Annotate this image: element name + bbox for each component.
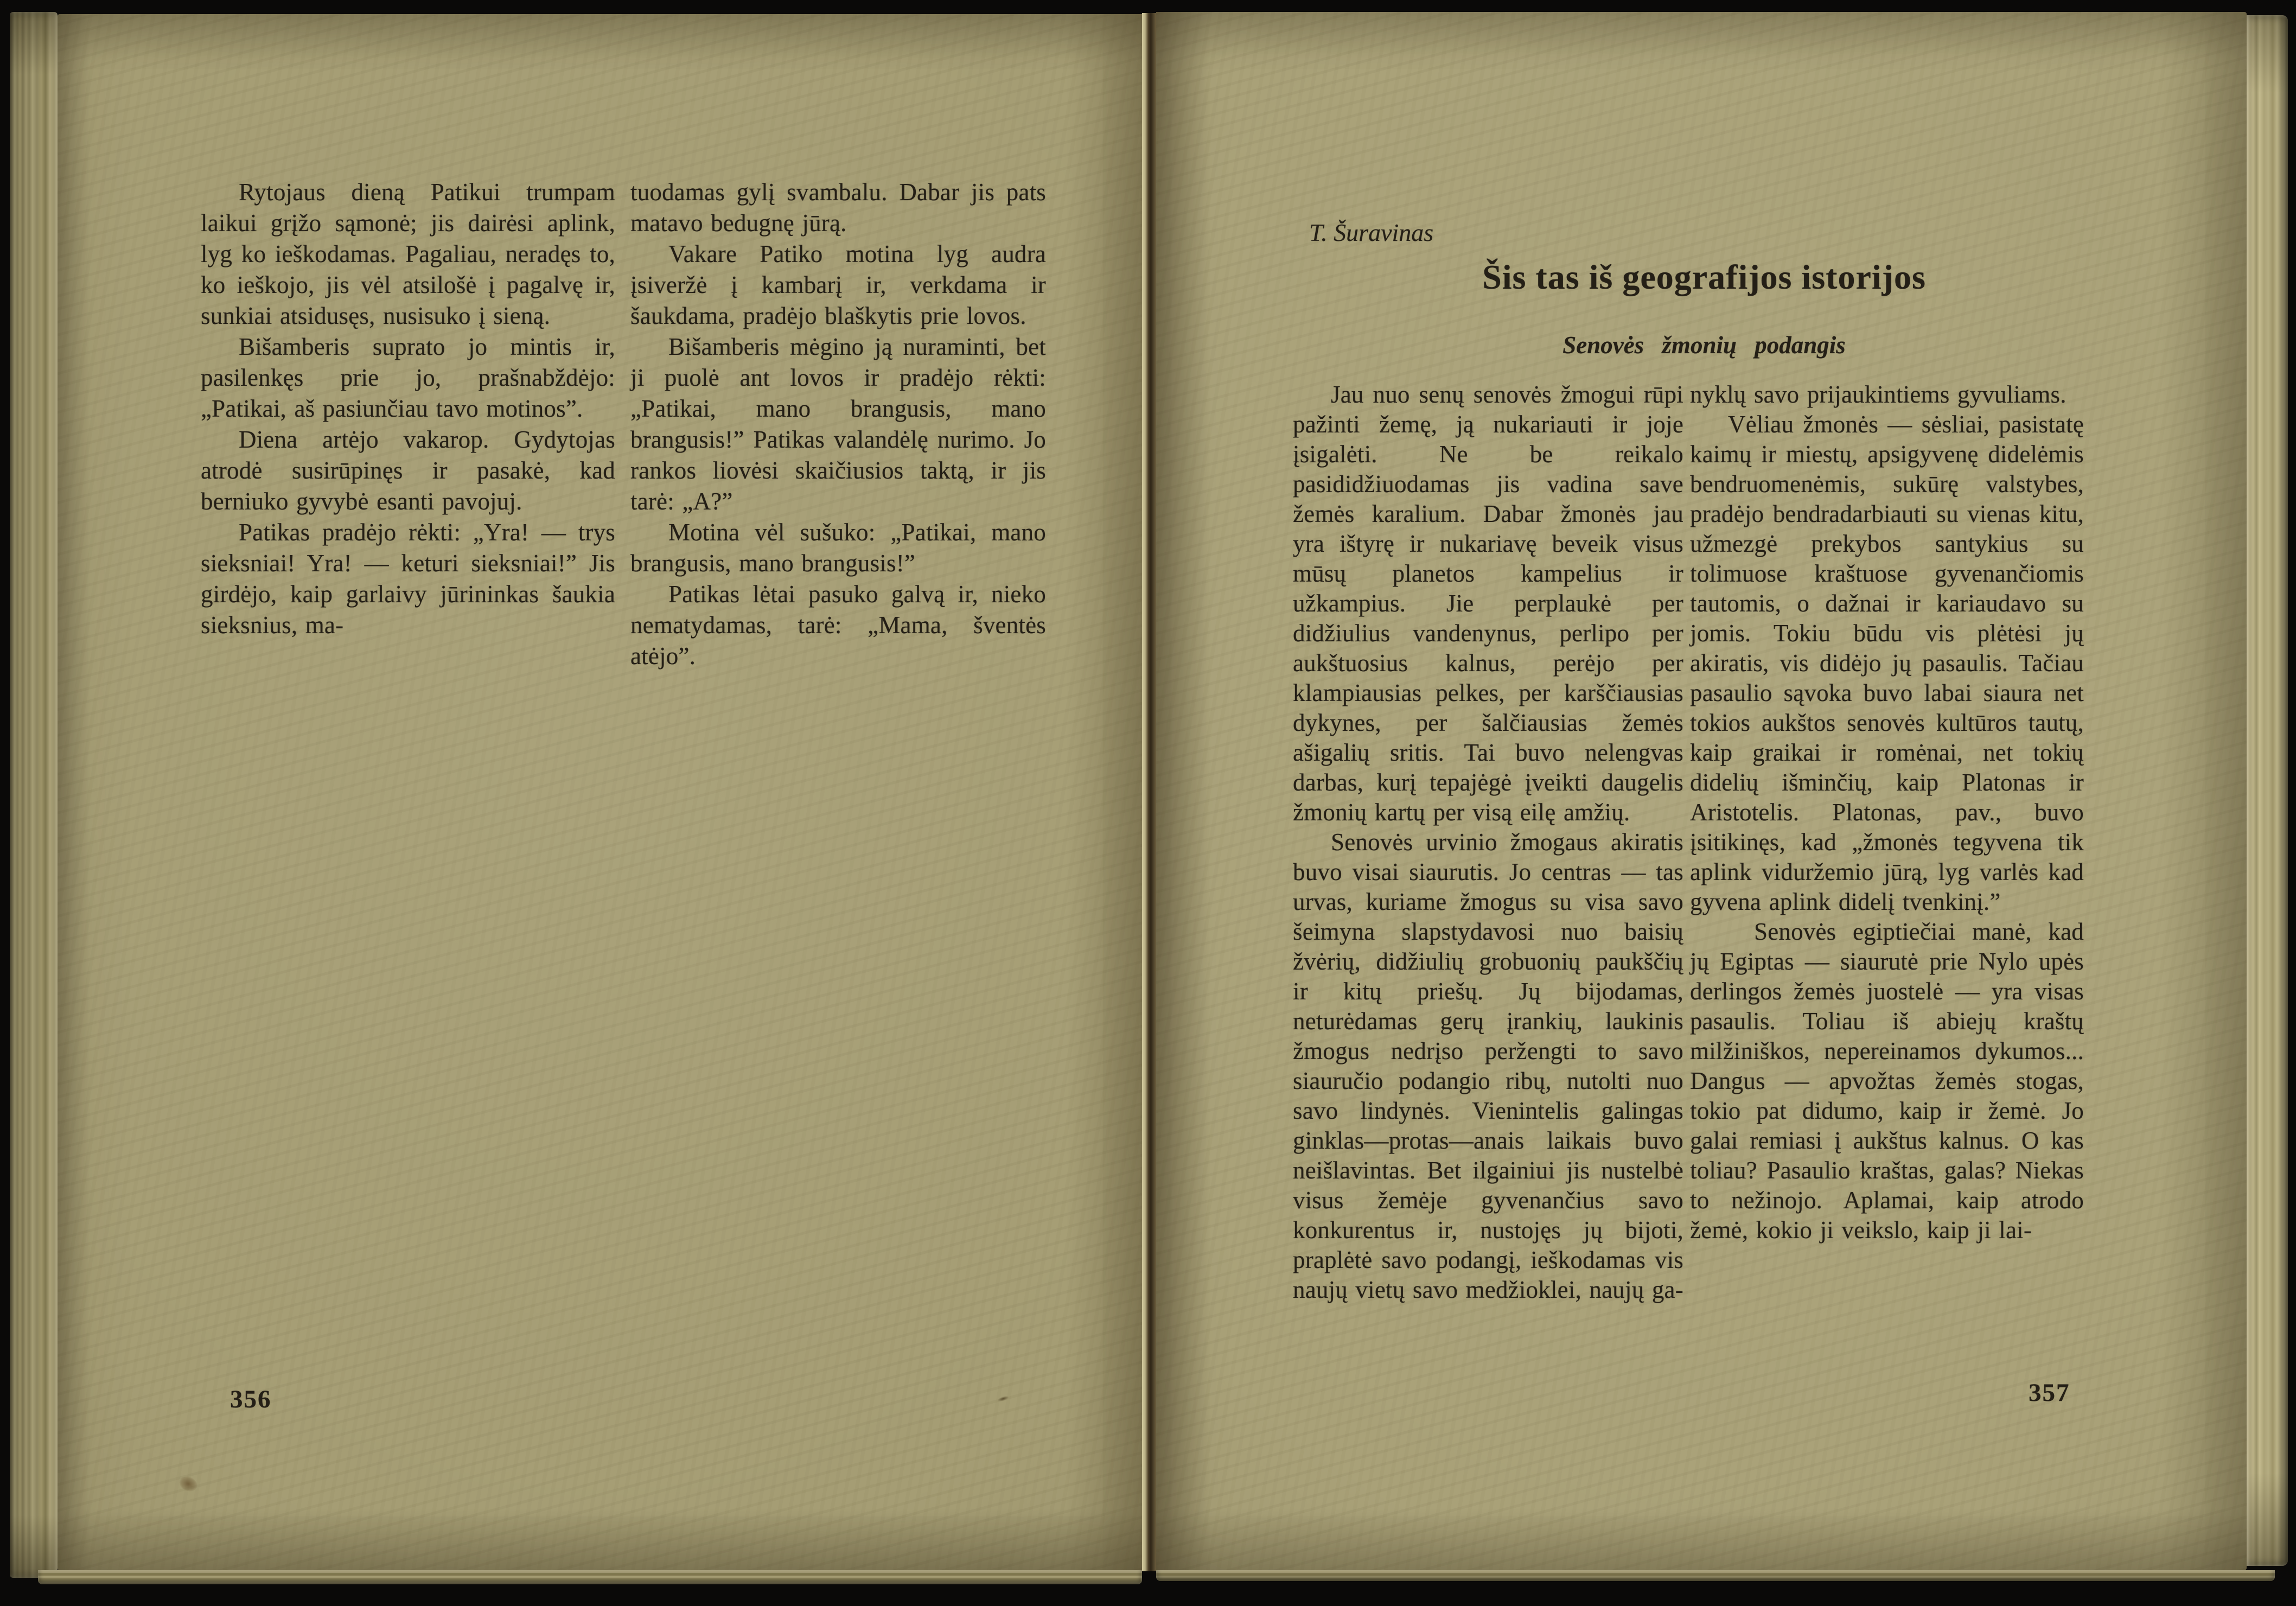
paragraph: Motina vėl sušuko: „Patikai, mano brangusis, mano brangusis!” <box>630 519 1046 577</box>
left-page-column-2 <box>630 177 1046 672</box>
left-page <box>58 14 1142 1570</box>
paragraph: Vėliau žmonės — sėsliai, pasistatę kaimų ir miestų, apsigyvenę didelėmis bendruomenėmis, sukūrę valstybes, pradėjo bendradarbiauti su vienas kitu, užmezgė prekybos santykius su tolimuose kraštuose gyvenančiomis tautomis, o dažnai ir kariaudavo su jomis. Tokiu būdu vis plėtėsi jų akiratis, vis didėjo jų pasaulis. Tačiau pasaulio sąvoka buvo labai siaura net tokios aukštos senovės kultūros tautų, kaip graikai ir romėnai, net tokių didelių išminčių, kaip Platonas ir Aristotelis. Platonas, pav., buvo įsitikinęs, kad „žmonės tegyvena tik aplink viduržemio jūrą, lyg varlės kad gyvena aplink didelį tvenkinį.” <box>1690 411 2084 915</box>
paragraph: nyklų savo prijaukintiems gyvuliams. <box>1690 381 2067 408</box>
page-stack-edge-bottom-right <box>1156 1570 2275 1581</box>
paragraph: Vakare Patiko motina lyg audra įsiveržė į kambarį ir, verkdama ir šaukdama, pradėjo blaškytis prie lovos. <box>630 240 1046 329</box>
right-page-column-2 <box>1690 380 2084 1245</box>
paragraph: Patikas lėtai pasuko galvą ir, nieko nematydamas, tarė: „Mama, šventės atėjo”. <box>630 581 1046 670</box>
book-gutter <box>1142 13 1156 1571</box>
paragraph: Senovės urvinio žmogaus akiratis buvo visai siaurutis. Jo centras — tas urvas, kuriame žmogus su visa savo šeimyna slapstydavosi nuo baisių žvėrių, didžiulių grobuonių paukščių ir kitų priešų. Jų bijodamas, neturėdamas gerų įrankių, laukinis žmogus nedrįso peržengti to savo siauručio podangio ribų, nutolti nuo savo lindynės. Vienintelis galingas ginklas—protas—anais laikais buvo neišlavintas. Bet ilgainiui jis nustelbė visus žemėje gyvenančius savo konkurentus ir, nustojęs jų bijoti, praplėtė savo podangį, ieškodamas vis naujų vietų savo medžioklei, naujų ga- <box>1293 829 1683 1303</box>
page-number-right: 357 <box>2029 1379 2070 1407</box>
paragraph: Bišamberis mėgino ją nuraminti, bet ji puolė ant lovos ir pradėjo rėkti: „Patikai, mano brangusis, mano brangusis!” Patikas valandėlę nurimo. Jo rankos liovėsi skaičiusios taktą, ir jis tarė: „A?” <box>630 333 1046 515</box>
article-author: T. Šuravinas <box>1309 219 1434 246</box>
right-page-column-1 <box>1293 380 1683 1305</box>
left-page-column-1 <box>201 177 615 641</box>
paragraph: Jau nuo senų senovės žmogui rūpi pažinti žemę, ją nukariauti ir joje įsigalėti. Ne be reikalo pasididžiuodamas jis vadina save žemės karalium. Dabar žmonės jau yra ištyrę ir nukariavę beveik visus mūsų planetos kampelius ir užkampius. Jie perplaukė per didžiulius vandenynus, perlipo per aukštuosius kalnus, perėjo per klampiausias pelkes, per karščiausias dykynes, per šalčiausias žemės ašigalių sritis. Tai buvo nelengvas darbas, kurį tepajėgė įveikti daugelis žmonių kartų per visą eilę amžių. <box>1293 381 1683 826</box>
article-subtitle: Senovės žmonių podangis <box>1562 332 1846 359</box>
page-stack-edge-bottom-left <box>38 1570 1142 1584</box>
paragraph: Rytojaus dieną Patikui trumpam laikui grįžo sąmonė; jis dairėsi aplink, lyg ko ieškodamas. Pagaliau, neradęs to, ko ieškojo, jis vėl atsilošė į pagalvę ir, sunkiai atsidusęs, nusisuko į sieną. <box>201 179 615 329</box>
paper-stain <box>177 1474 200 1494</box>
paragraph: Patikas pradėjo rėkti: „Yra! — trys sieksniai! Yra! — keturi sieksniai!” Jis girdėjo, kaip garlaivy jūrininkas šaukia sieksnius, ma- <box>201 519 615 639</box>
right-page <box>1156 12 2247 1570</box>
article-title: Šis tas iš geografijos istorijos <box>1482 258 1926 296</box>
paragraph: tuodamas gylį svambalu. Dabar jis pats matavo bedugnę jūrą. <box>630 179 1046 237</box>
paragraph: Senovės egiptiečiai manė, kad jų Egiptas — siaurutė prie Nylo upės derlingos žemės juostelė — yra visas pasaulis. Toliau iš abiejų kraštų milžiniškos, nepereinamos dykumos... Dangus — apvožtas žemės stogas, tokio pat didumo, kaip ir žemė. Jo galai remiasi į aukštus kalnus. O kas toliau? Pasaulio kraštas, galas? Niekas to nežinojo. Aplamai, kaip atrodo žemė, kokio ji veikslo, kaip ji lai- <box>1690 918 2084 1244</box>
page-stack-edge-left <box>10 12 58 1578</box>
paragraph: Diena artėjo vakarop. Gydytojas atrodė susirūpinęs ir pasakė, kad berniuko gyvybė esanti pavojuj. <box>201 426 615 515</box>
page-number-left: 356 <box>230 1385 272 1413</box>
page-stack-edge-right <box>2247 15 2288 1566</box>
paper-speck <box>997 1395 1009 1403</box>
paragraph: Bišamberis suprato jo mintis ir, pasilenkęs prie jo, prašnabždėjo: „Patikai, aš pasiunčiau tavo motinos”. <box>201 333 615 422</box>
